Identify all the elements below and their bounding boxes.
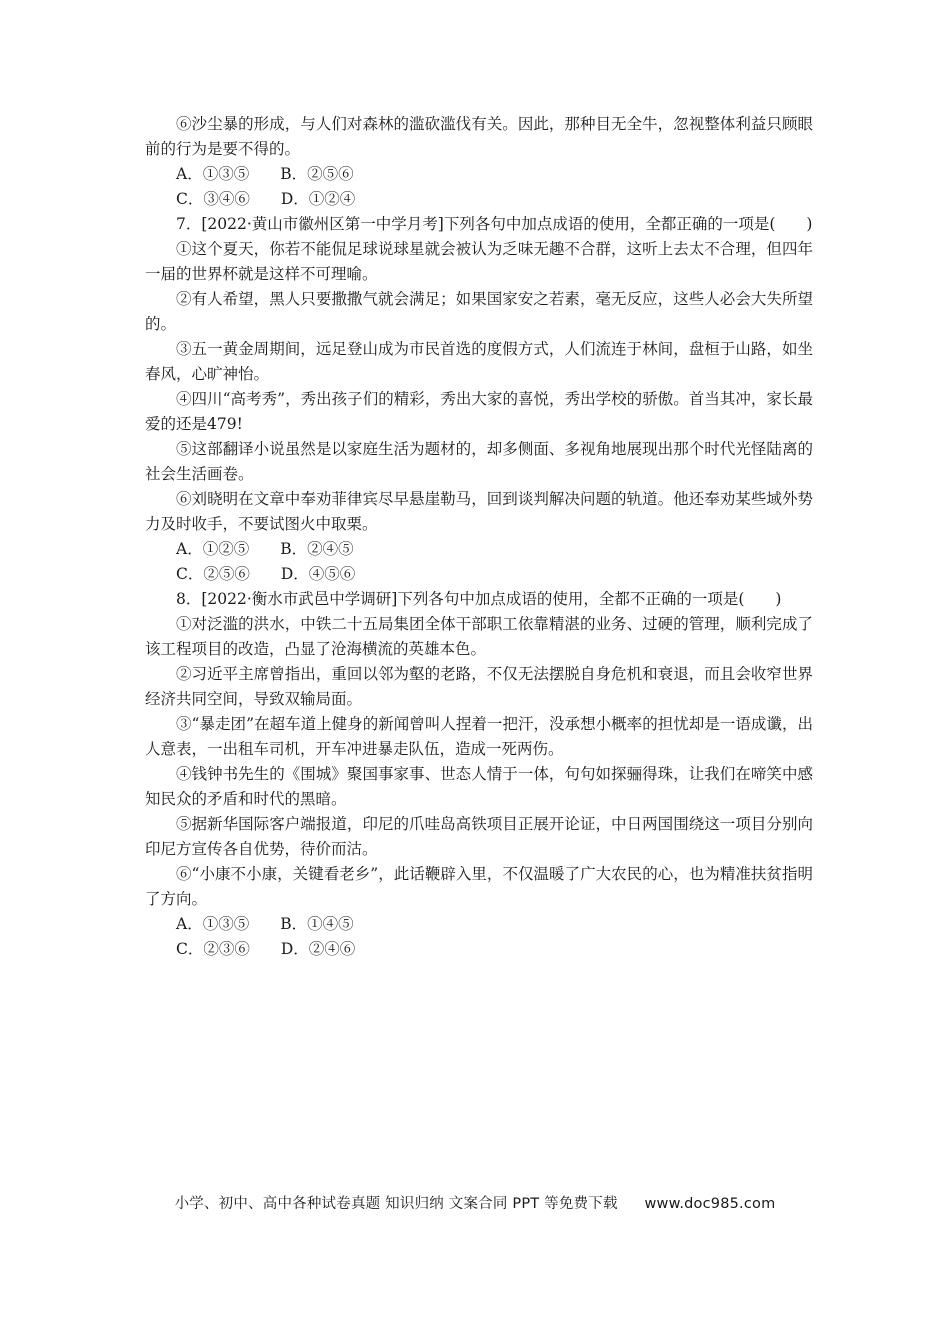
q8-statement-2: ②习近平主席曾指出，重回以邻为壑的老路，不仅无法摆脱自身危机和衰退，而且会收窄世界经济共同空间，导致双输局面。 xyxy=(145,665,813,708)
footer-text: 小学、初中、高中各种试卷真题 知识归纳 文案合同 PPT 等免费下载 xyxy=(174,1196,618,1212)
q7-statement-5: ⑤这部翻译小说虽然是以家庭生活为题材的，却多侧面、多视角地展现出那个时代光怪陆离的社会生活画卷。 xyxy=(145,440,813,483)
q7-statement-4: ④四川“高考秀”，秀出孩子们的精彩，秀出大家的喜悦，秀出学校的骄傲。首当其冲，家长最爱的还是479! xyxy=(145,390,813,433)
q7-statement-2: ②有人希望，黑人只要撒撒气就会满足；如果国家安之若素，毫无反应，这些人必会大失所望的。 xyxy=(145,290,813,333)
q8-statement-3: ③“暴走团”在超车道上健身的新闻曾叫人捏着一把汗，没承想小概率的担忧却是一语成谶，出人意表，一出租车司机，开车冲进暴走队伍，造成一死两伤。 xyxy=(145,715,813,758)
q7-options-cd: C．②⑤⑥ D．④⑤⑥ xyxy=(176,565,356,583)
q6-options-ab: A．①③⑤ B．②⑤⑥ xyxy=(176,165,354,183)
q8-statement-6: ⑥“小康不小康，关键看老乡”，此话鞭辟入里，不仅温暖了广大农民的心，也为精准扶贫指明了方向。 xyxy=(145,865,813,908)
q7-statement-1: ①这个夏天，你若不能侃足球说球星就会被认为乏味无趣不合群，这听上去太不合理，但四年一届的世界杯就是这样不可理喻。 xyxy=(145,240,813,283)
q8-options-ab: A．①③⑤ B．①④⑤ xyxy=(176,915,354,933)
q7-statement-3: ③五一黄金周期间，远足登山成为市民首选的度假方式，人们流连于林间，盘桓于山路，如坐春风，心旷神怡。 xyxy=(145,340,813,383)
q7-options-ab: A．①②⑤ B．②④⑤ xyxy=(176,540,354,558)
q8-statement-1: ①对泛滥的洪水，中铁二十五局集团全体干部职工依靠精湛的业务、过硬的管理，顺利完成了该工程项目的改造，凸显了沧海横流的英雄本色。 xyxy=(145,615,813,658)
q6-statement-6: ⑥沙尘暴的形成，与人们对森林的滥砍滥伐有关。因此，那种目无全牛，忽视整体利益只顾眼前的行为是要不得的。 xyxy=(145,115,813,158)
q6-options-cd: C．③④⑥ D．①②④ xyxy=(176,190,356,208)
page-footer xyxy=(0,1192,950,1213)
footer-url[interactable]: www.doc985.com xyxy=(644,1196,776,1212)
q8-statement-5: ⑤据新华国际客户端报道，印尼的爪哇岛高铁项目正展开论证，中日两国围绕这一项目分别向印尼方宣传各自优势，待价而沽。 xyxy=(145,815,813,858)
q8-stem: 8．[2022·衡水市武邑中学调研]下列各句中加点成语的使用，全都不正确的一项是( ) xyxy=(176,590,782,608)
q8-statement-4: ④钱钟书先生的《围城》聚国事家事、世态人情于一体，句句如探骊得珠，让我们在啼笑中感知民众的矛盾和时代的黑暗。 xyxy=(145,765,813,808)
question-content xyxy=(145,112,813,962)
q7-statement-6: ⑥刘晓明在文章中奉劝菲律宾尽早悬崖勒马，回到谈判解决问题的轨道。他还奉劝某些域外势力及时收手，不要试图火中取栗。 xyxy=(145,490,813,533)
q7-stem: 7．[2022·黄山市徽州区第一中学月考]下列各句中加点成语的使用，全都正确的一项是( ) xyxy=(176,215,813,233)
q8-options-cd: C．②③⑥ D．②④⑥ xyxy=(176,940,356,958)
